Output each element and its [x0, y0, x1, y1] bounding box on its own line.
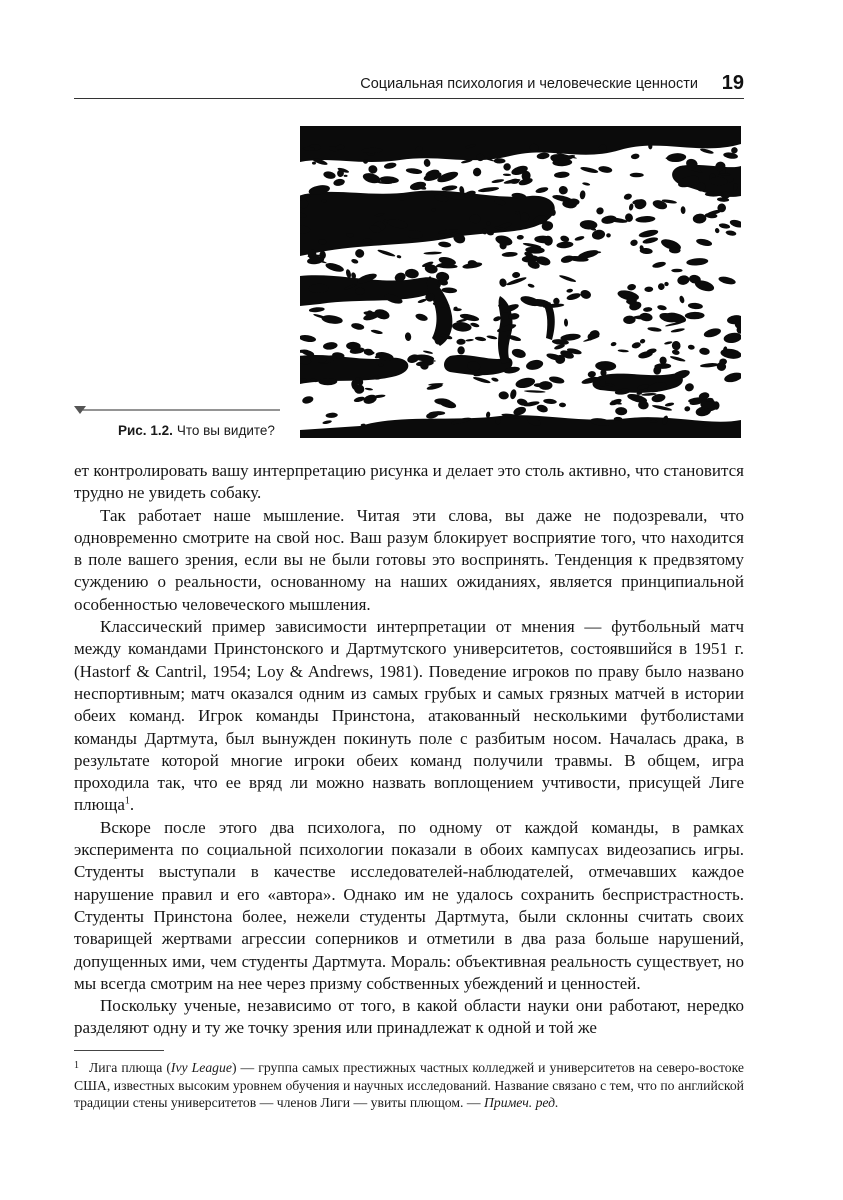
- footnote-lead: Лига плюща (: [89, 1060, 171, 1075]
- texture-spot: [705, 192, 722, 197]
- texture-spot: [606, 233, 611, 237]
- header-rule: [74, 98, 744, 99]
- footnote-mark: 1: [74, 1060, 79, 1071]
- paragraph-3-end: .: [129, 795, 135, 815]
- dalmatian-illusion-image: [300, 126, 741, 438]
- footnote-editor-note: Примеч. ред.: [484, 1095, 559, 1110]
- body-text: [74, 460, 744, 1040]
- texture-spot: [355, 288, 365, 295]
- footnote-text: ) — группа самых престижных частных колледжей и университетов на северо-востоке США, известных высоким уровнем обучения и научных исследований. Название связано с тем, что по английской традиции стены университетов — членов Лиги — увиты плющом. —: [74, 1060, 744, 1110]
- paragraph-4: Вскоре после этого два психолога, по одному от каждой команды, в рамках эксперимента по социальной психологии показали в обоих кампусах видеозапись игры. Студенты выступали в качестве исследователей-наблюдателей, отмечавших каждое нарушение правил и его «автора». Однако им не удалось сохранить беспристрастность. Студенты Принстона более, нежели студенты Дартмута, были склонны считать своих товарищей жертвами агрессии соперников и отметили в два раза больше нарушений, допущенных ими, чем студенты Дартмута. Мораль: объективная реальность существует, но мы всегда смотрим на нее через призму собственных убеждений и ценностей.: [74, 817, 744, 993]
- paragraph-3-text: Классический пример зависимости интерпретации от мнения — футбольный матч между командами Принстонского и Дартмутского университетов, состоявшийся в 1951 г. (Hastorf & Cantril, 1954; Loy & Andrews, 1981). Поведение игроков по праву было названо неспортивным; матч оказался одним из самых грубых и самых грязных матчей в истории обеих команд. Игрок команды Принстона, атакованный несколькими футболистами команды Дартмута, был вынужден покинуть поле с разбитым носом. Началась драка, в результате которой многие игроки обеих команд получили травмы. В общем, игра проходила так, что ее вряд ли можно назвать воплощением учтивости, присущей Лиге плюща: [74, 617, 744, 815]
- footnote: [74, 1057, 744, 1112]
- dalmatian-illusion-figure: [300, 126, 741, 438]
- page-number: 19: [721, 72, 744, 94]
- texture-spot: [614, 417, 623, 421]
- running-head: [74, 72, 744, 98]
- texture-spot: [312, 162, 316, 165]
- footnote-reference[interactable]: 1: [124, 795, 130, 807]
- figure-caption-text: Что вы видите?: [176, 423, 275, 438]
- running-head-title: Социальная психология и человеческие ценности: [360, 76, 698, 92]
- caption-marker: [74, 406, 280, 420]
- footnote-rule: [74, 1050, 164, 1051]
- texture-spot: [539, 381, 553, 390]
- paragraph-1: ет контролировать вашу интерпретацию рисунка и делает это столь активно, что становится трудно не увидеть собаку.: [74, 461, 744, 503]
- figure-label: Рис. 1.2.: [118, 423, 173, 438]
- paragraph-2: Так работает наше мышление. Читая эти слова, вы даже не подозревали, что одновременно смотрите на свой нос. Ваш разум блокирует восприятие того, что находится в поле вашего зрения, если вы не были готовы это воспринять. Тенденция к предвзятому суждению о реальности, основанному на наших ожиданиях, является принципиальной особенностью человеческого мышления.: [74, 505, 744, 614]
- paragraph-5: Поскольку ученые, независимо от того, в какой области науки они работают, нередко разделяют одну и ту же точку зрения или принадлежат к одной и той же: [74, 996, 744, 1038]
- paragraph-3: [74, 616, 744, 817]
- figure-caption: [118, 423, 298, 438]
- footnote-term: Ivy League: [170, 1060, 232, 1075]
